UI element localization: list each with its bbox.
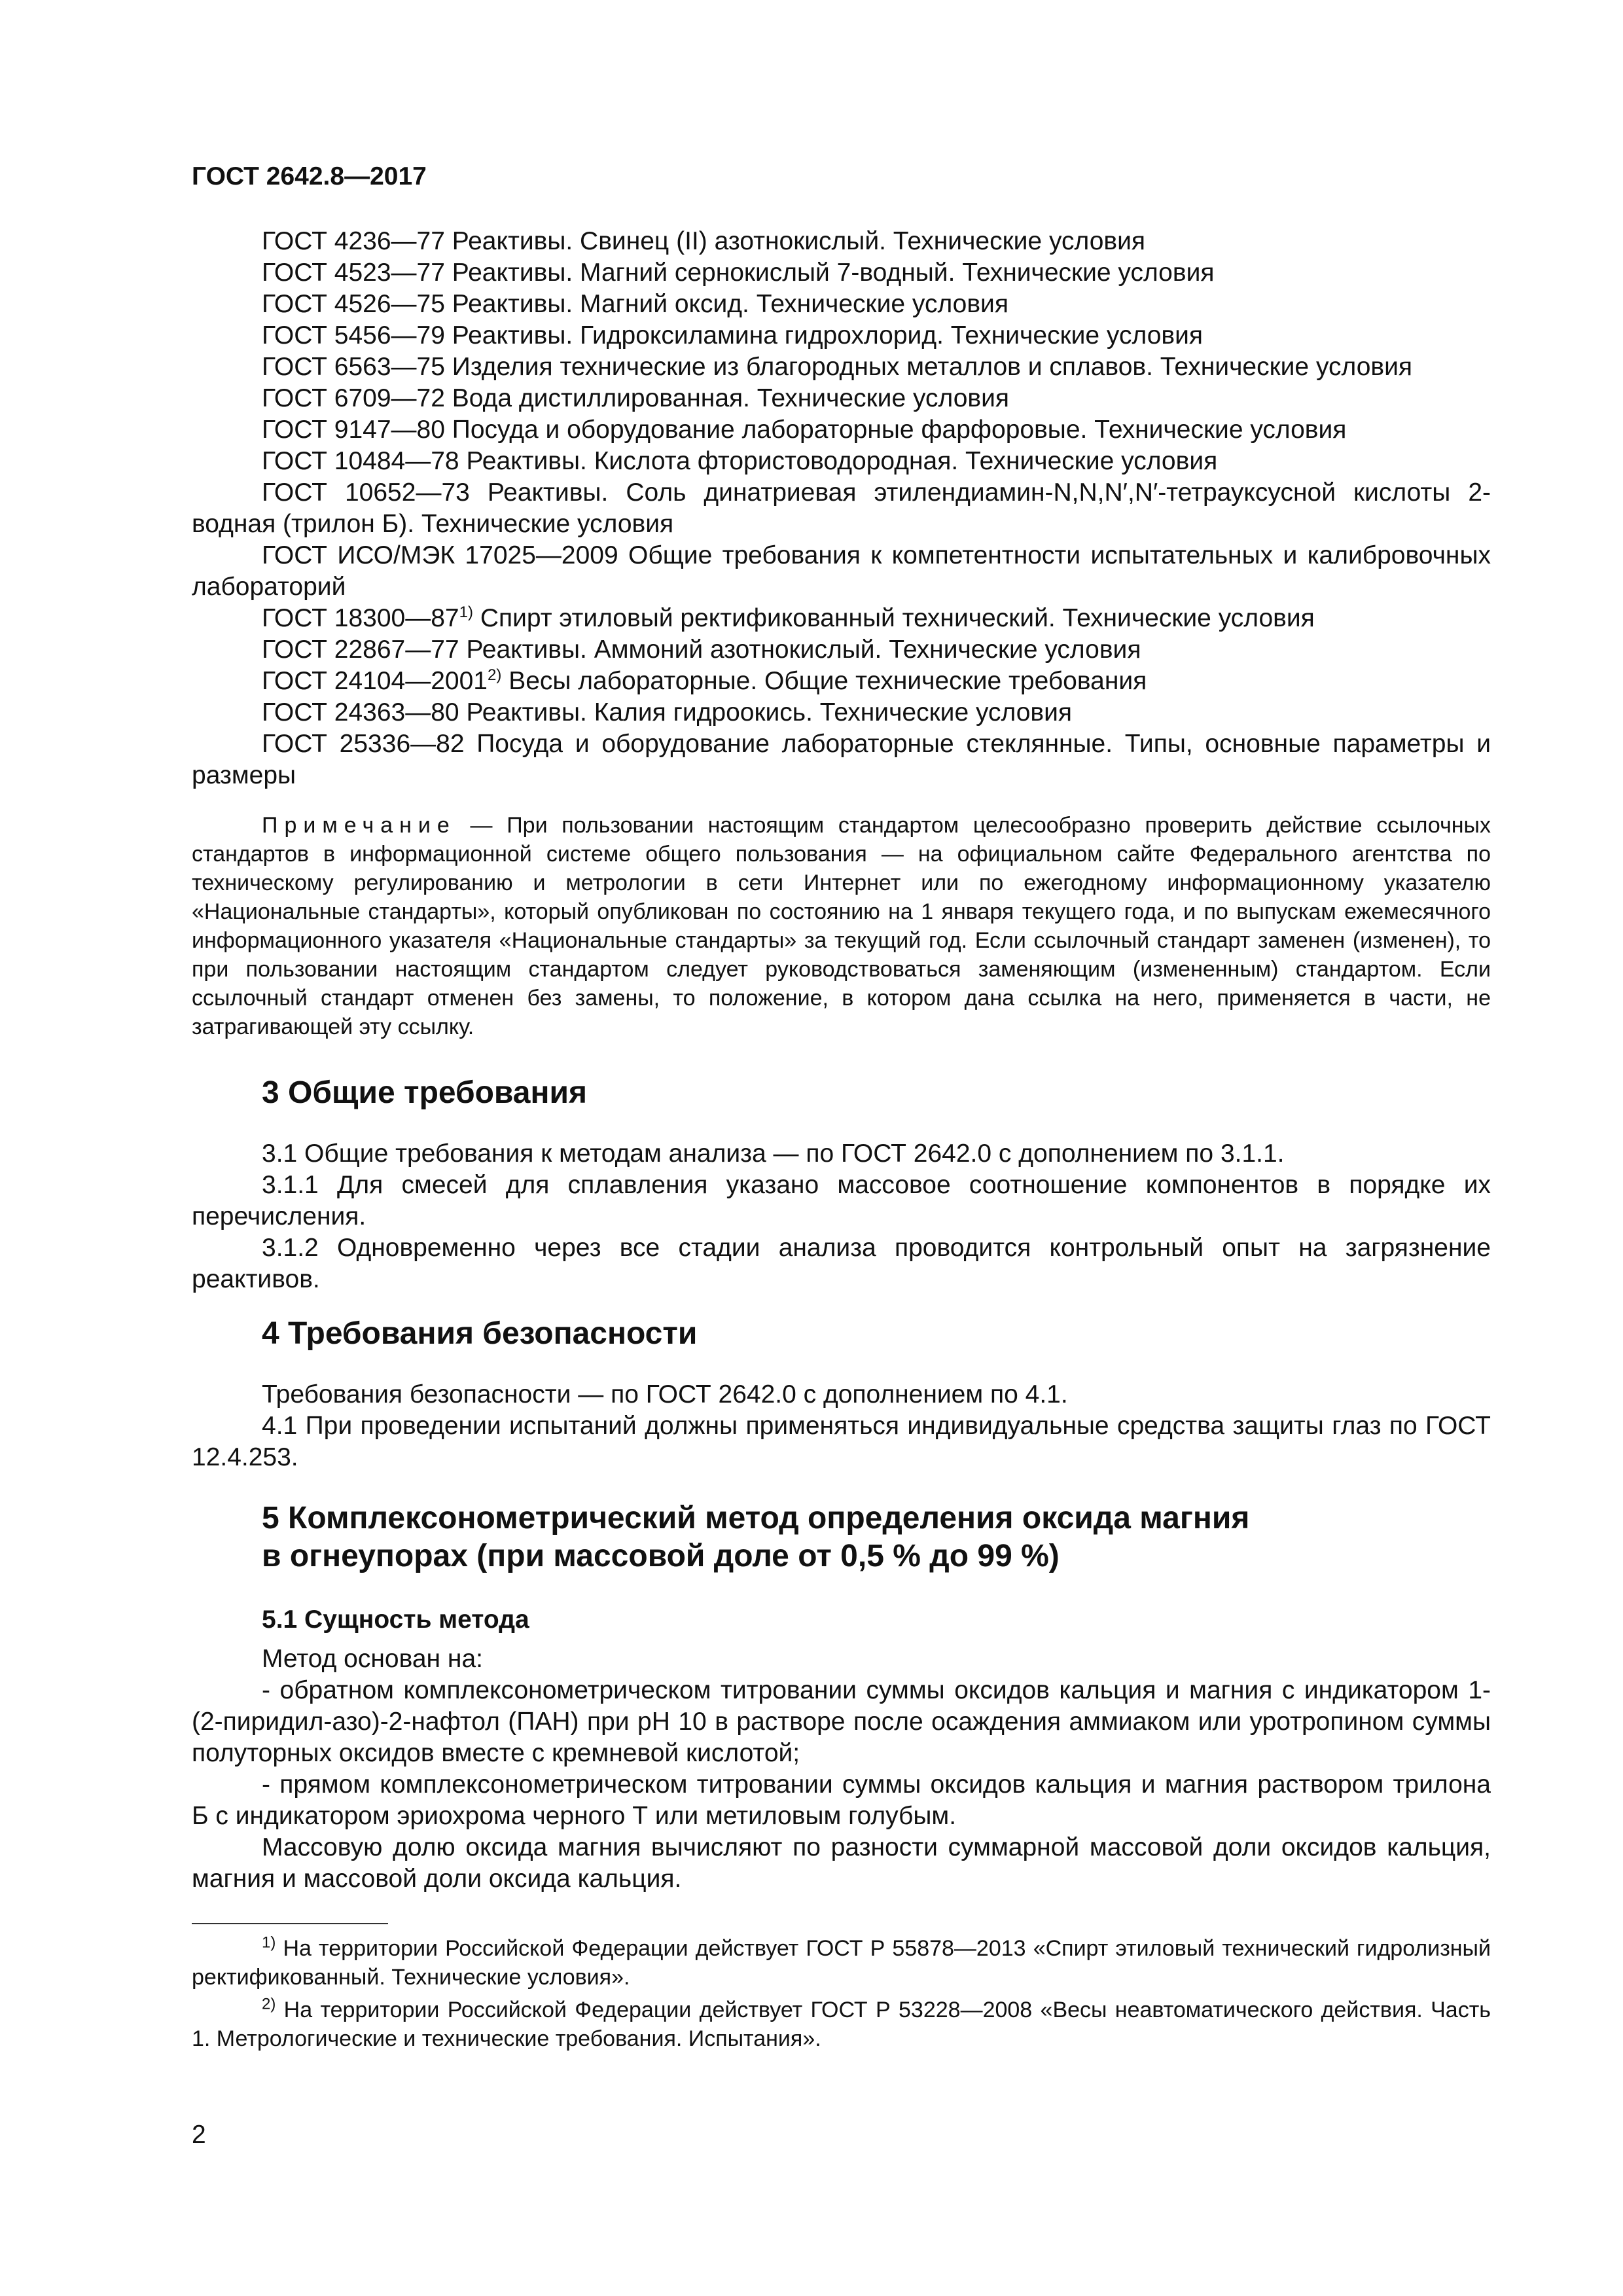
reference-item: ГОСТ ИСО/МЭК 17025—2009 Общие требования к компетентности испытательных и калибровочных лабораторий (192, 541, 1491, 601)
paragraph: 3.1 Общие требования к методам анализа — по ГОСТ 2642.0 с дополнением по 3.1.1. (262, 1139, 1285, 1168)
paragraph: 4.1 При проведении испытаний должны применяться индивидуальные средства защиты глаз по ГОСТ 12.4.253. (192, 1412, 1491, 1471)
section-5-heading (192, 1499, 1491, 1575)
note-text: — При пользовании настоящим стандартом целесообразно проверить действие ссылочных стандартов в информационной системе общего пользования — на официальном сайте Федерального агентства по техническому регулированию и метрологии в сети Интернет или по ежегодному информационному указателю «Национальные стандарты», который опубликован по состоянию на 1 января текущего года, и по выпускам ежемесячного информационного указателя «Национальные стандарты» за текущий год. Если ссылочный стандарт заменен (изменен), то при пользовании настоящим стандартом следует руководствоваться заменяющим (измененным) стандартом. Если ссылочный стандарт отменен без замены, то положение, в котором дана ссылка на него, применяется в части, не затрагивающей эту ссылку. (192, 813, 1491, 1039)
paragraph: 3.1.1 Для смесей для сплавления указано массовое соотношение компонентов в порядке их перечисления. (192, 1171, 1491, 1230)
paragraph: Требования безопасности — по ГОСТ 2642.0 с дополнением по 4.1. (262, 1380, 1068, 1408)
section-5-heading-line2: в огнеупорах (при массовой доле от 0,5 % до 99 %) (262, 1539, 1060, 1573)
reference-item: ГОСТ 10652—73 Реактивы. Соль динатриевая этилендиамин-N,N,N′,N′-тетрауксусной кислоты 2-водная (трилон Б). Технические условия (192, 478, 1491, 538)
paragraph: - прямом комплексонометрическом титровании суммы оксидов кальция и магния раствором трилона Б с индикатором эриохрома черного Т или метиловым голубым. (192, 1770, 1491, 1830)
reference-item: ГОСТ 18300—87$^{1)}$ Спирт этиловый ректификованный технический. Технические условия (262, 603, 1315, 632)
footnote-ref: 1) (459, 603, 473, 621)
subsection-5-1-heading: 5.1 Сущность метода (262, 1605, 529, 1634)
reference-item: ГОСТ 24363—80 Реактивы. Калия гидроокись. Технические условия (262, 698, 1073, 726)
page-number: 2 (192, 2121, 206, 2149)
section-4-heading: 4 Требования безопасности (262, 1316, 698, 1351)
reference-item: ГОСТ 22867—77 Реактивы. Аммоний азотнокислый. Технические условия (262, 636, 1141, 664)
reference-item: ГОСТ 6709—72 Вода дистиллированная. Технические условия (262, 384, 1010, 412)
paragraph: Массовую долю оксида магния вычисляют по разности суммарной массовой доли оксидов кальция, магния и массовой доли оксида кальция. (192, 1833, 1491, 1893)
paragraph: - обратном комплексонометрическом титровании суммы оксидов кальция и магния с индикатором 1-(2-пиридил-азо)-2-нафтол (ПАН) при рН 10 в растворе после осаждения аммиаком или уротропином суммы полуторных оксидов вместе с кремневой кислотой; (192, 1676, 1491, 1767)
footnote-divider (192, 1923, 388, 1924)
reference-item: ГОСТ 5456—79 Реактивы. Гидроксиламина гидрохлорид. Технические условия (262, 321, 1204, 350)
reference-item: ГОСТ 6563—75 Изделия технические из благородных металлов и сплавов. Технические условия (262, 353, 1413, 381)
reference-item: ГОСТ 9147—80 Посуда и оборудование лабораторные фарфоровые. Технические условия (262, 416, 1347, 444)
note-block (192, 811, 1491, 1041)
section-5-heading-line1: 5 Комплексонометрический метод определения оксида магния (262, 1501, 1250, 1535)
reference-item: ГОСТ 4236—77 Реактивы. Свинец (II) азотнокислый. Технические условия (262, 227, 1146, 255)
footnote-item: $^{2)}$ На территории Российской Федерации действует ГОСТ Р 53228—2008 «Весы неавтоматического действия. Часть 1. Метрологические и технические требования. Испытания». (192, 1995, 1491, 2051)
reference-item: ГОСТ 25336—82 Посуда и оборудование лабораторные стеклянные. Типы, основные параметры и размеры (192, 730, 1491, 789)
document-header-id: ГОСТ 2642.8—2017 (192, 162, 427, 190)
paragraph: 3.1.2 Одновременно через все стадии анализа проводится контрольный опыт на загрязнение реактивов. (192, 1234, 1491, 1293)
note-label: Примечание (262, 813, 456, 838)
reference-item: ГОСТ 4526—75 Реактивы. Магний оксид. Технические условия (262, 290, 1008, 318)
section-3-heading: 3 Общие требования (262, 1075, 587, 1110)
reference-item: ГОСТ 4523—77 Реактивы. Магний сернокислый 7-водный. Технические условия (262, 259, 1215, 287)
footnotes (192, 1934, 1491, 2057)
paragraph: Метод основан на: (262, 1645, 483, 1673)
main-content (192, 226, 1491, 1895)
footnote-ref: 2) (488, 666, 502, 684)
reference-item: ГОСТ 24104—2001$^{2)}$ Весы лабораторные. Общие технические требования (262, 666, 1147, 695)
footnote-item: $^{1)}$ На территории Российской Федерации действует ГОСТ Р 55878—2013 «Спирт этиловый технический гидролизный ректификованный. Технические условия». (192, 1933, 1491, 1990)
references-list (192, 226, 1491, 791)
reference-item: ГОСТ 10484—78 Реактивы. Кислота фтористоводородная. Технические условия (262, 447, 1218, 475)
